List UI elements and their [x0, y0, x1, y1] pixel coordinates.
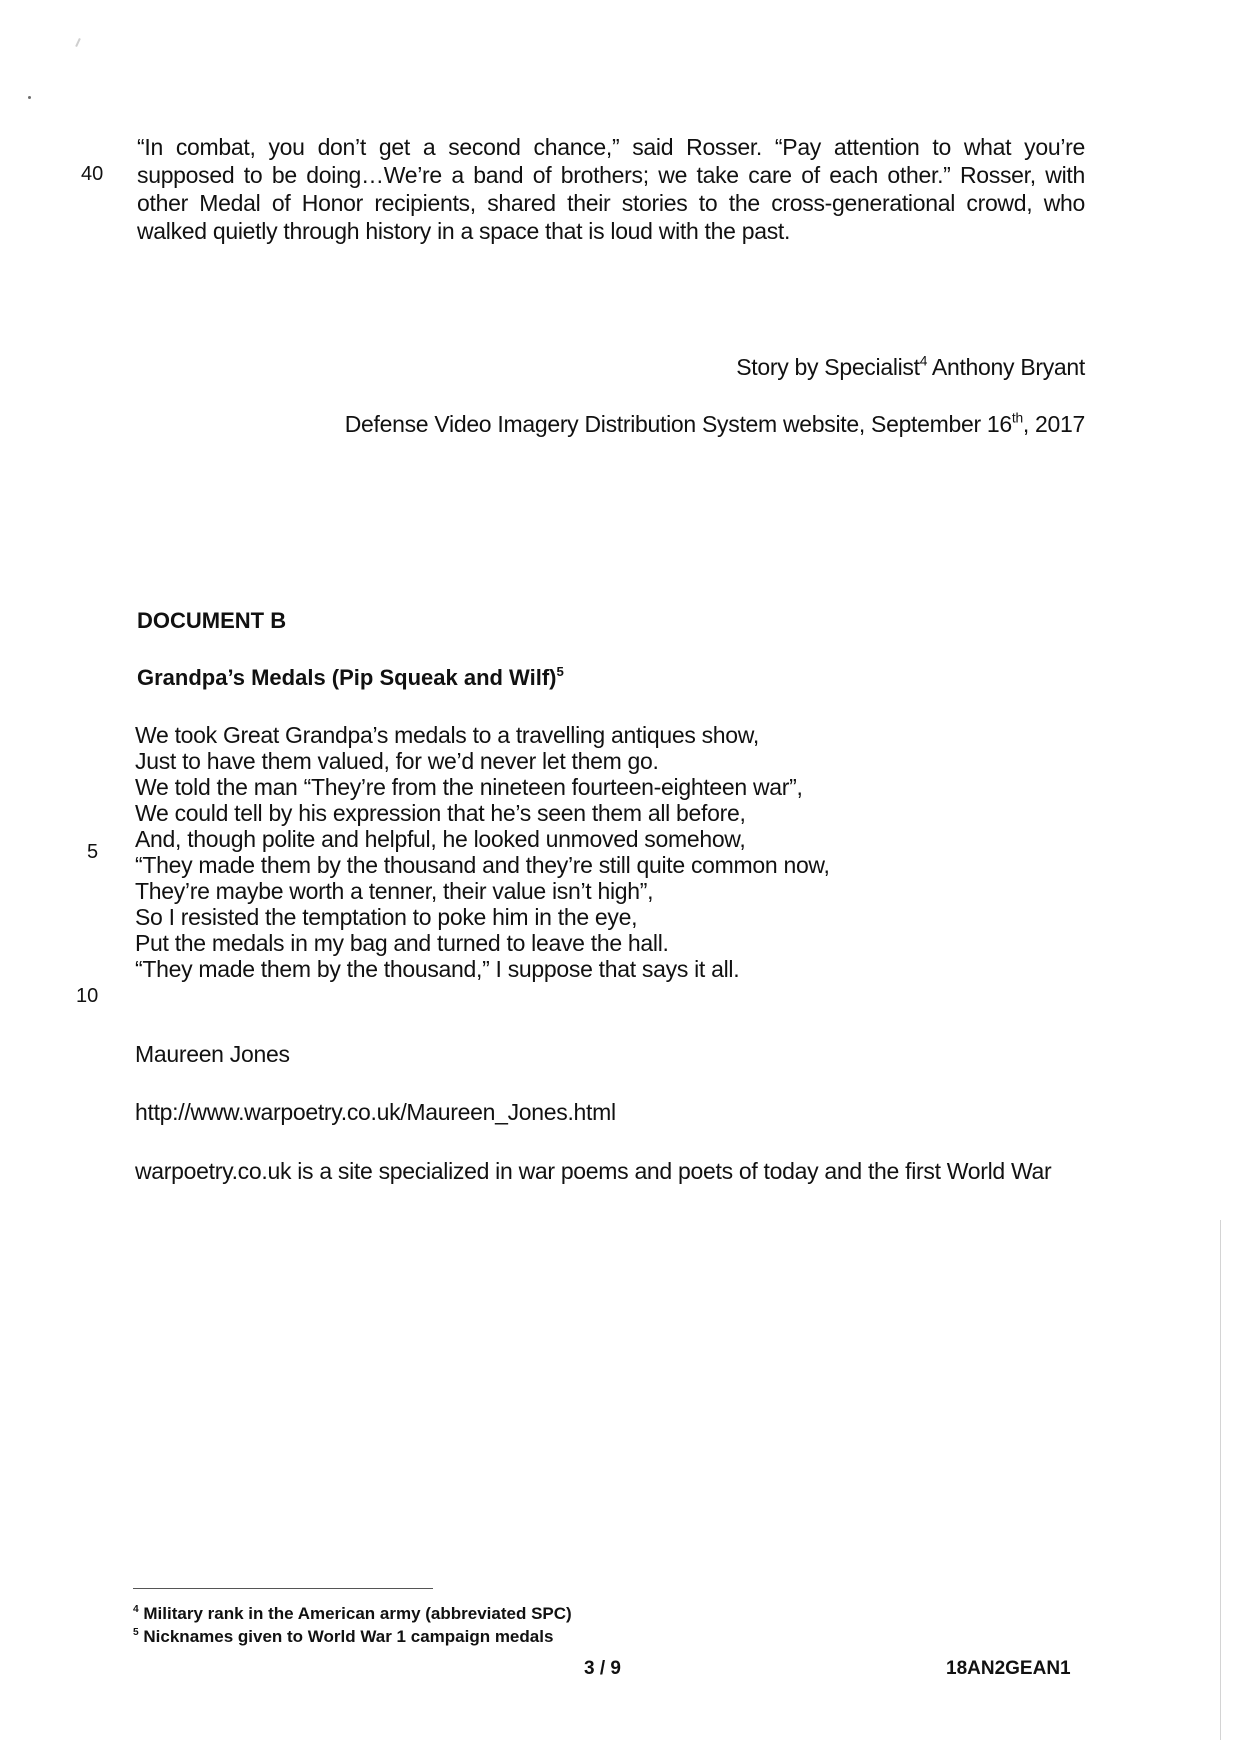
- byline-name: Anthony Bryant: [927, 354, 1085, 380]
- poem-line: We told the man “They’re from the nineteen fourteen-eighteen war”,: [135, 774, 803, 800]
- source-date-suffix: th: [1011, 410, 1023, 426]
- poem-line: Put the medals in my bag and turned to leave the hall.: [135, 930, 669, 956]
- story-source: [345, 411, 1085, 438]
- footnote-number: 4: [133, 1603, 139, 1615]
- source-prefix: Defense Video Imagery Distribution System website, September 16: [344, 411, 1012, 437]
- poem-url: http://www.warpoetry.co.uk/Maureen_Jones.html: [135, 1099, 616, 1125]
- poem-line: We could tell by his expression that he’s seen them all before,: [135, 800, 746, 826]
- document-a-closing-paragraph: “In combat, you don’t get a second chance,” said Rosser. “Pay attention to what you’re supposed to be doing…We’re a band of brothers; we take care of each other.” Rosser, with other Medal of Honor recipients, shared their stories to the cross-generational crowd, who walked quietly through history in a space that is loud with the past.: [137, 134, 1085, 244]
- line-number-40: 40: [81, 163, 104, 185]
- line-number-10: 10: [76, 985, 99, 1007]
- page-number: 3 / 9: [584, 1658, 621, 1679]
- source-year: , 2017: [1022, 411, 1085, 437]
- poem-title-text: Grandpa’s Medals (Pip Squeak and Wilf): [137, 665, 557, 690]
- poem-line: Just to have them valued, for we’d never let them go.: [135, 748, 659, 774]
- byline-prefix: Story by Specialist: [736, 354, 920, 380]
- line-number-5: 5: [87, 841, 99, 863]
- footnote-divider: [133, 1588, 433, 1589]
- scan-mark: [75, 38, 81, 47]
- scan-edge-line: [1220, 1220, 1221, 1740]
- footnote-number: 5: [133, 1626, 139, 1638]
- poem-body: [135, 722, 830, 982]
- story-byline: [736, 354, 1085, 381]
- poem-line: We took Great Grandpa’s medals to a travelling antiques show,: [135, 722, 759, 748]
- poem-line: “They made them by the thousand and they’re still quite common now,: [135, 852, 830, 878]
- footnote-text: Nicknames given to World War 1 campaign medals: [138, 1627, 554, 1646]
- scan-speck: [28, 96, 31, 99]
- poem-line: And, though polite and helpful, he looked unmoved somehow,: [135, 826, 746, 852]
- poem-line: So I resisted the temptation to poke him in the eye,: [135, 904, 638, 930]
- poem-title-footnote-mark: 5: [556, 663, 564, 679]
- site-description: warpoetry.co.uk is a site specialized in war poems and poets of today and the first World War: [135, 1158, 1052, 1184]
- poem-title: [137, 665, 564, 691]
- footnote-5: [133, 1627, 553, 1647]
- footnote-text: Military rank in the American army (abbreviated SPC): [138, 1604, 572, 1623]
- exam-code: 18AN2GEAN1: [946, 1658, 1071, 1679]
- poem-line: They’re maybe worth a tenner, their value isn’t high”,: [135, 878, 654, 904]
- byline-footnote-mark: 4: [919, 353, 928, 369]
- poem-author: Maureen Jones: [135, 1041, 290, 1067]
- document-b-heading: DOCUMENT B: [137, 608, 287, 633]
- poem-line: “They made them by the thousand,” I suppose that says it all.: [135, 956, 740, 982]
- footnote-4: [133, 1604, 572, 1624]
